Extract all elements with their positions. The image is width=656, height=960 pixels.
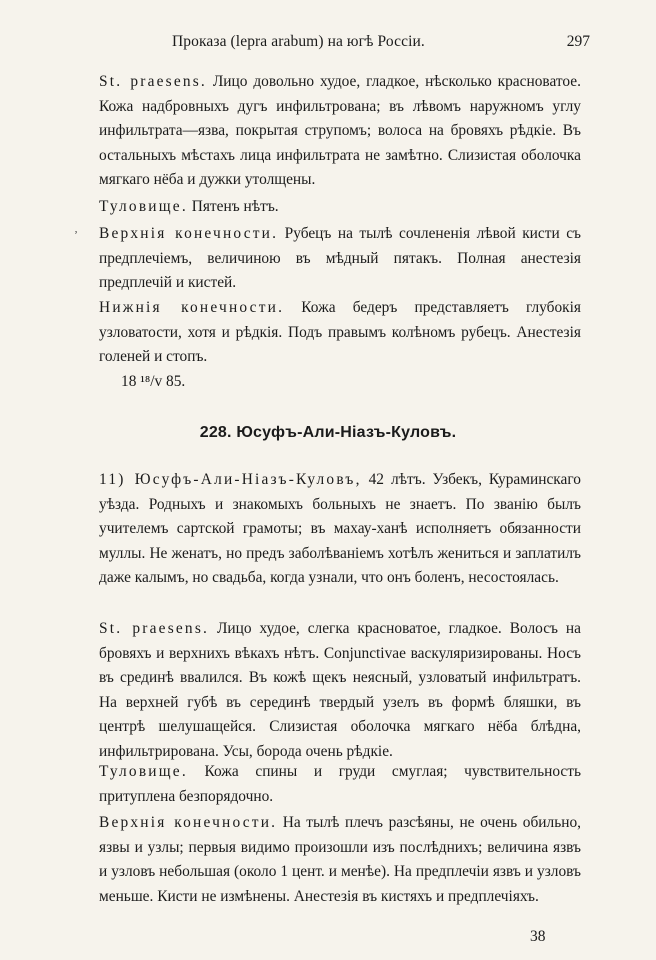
paragraph-text: Рубецъ на тылѣ сочлененія лѣвой кисти съ предплечіемъ, величиною въ мѣдный пятакъ. Полная анестезія предплечій и кистей. (99, 225, 581, 292)
paragraph-text: На тылѣ плечъ разсѣяны, не очень обильно, язвы и узлы; первыя видимо произошли изъ послѣднихъ; величина язвъ и узловъ небольшая (около 1 цент. и менѣе). На предплечіи язвъ и узловъ меньше. Кисти не измѣнены. Анестезія въ кистяхъ и предплечіяхъ. (99, 814, 581, 905)
paragraph-status-praesens-1 (99, 70, 581, 193)
paragraph-lead: St. praesens. (99, 620, 210, 637)
paragraph-text: Кожа бедеръ представляетъ глубокія узловатости, хотя и рѣдкія. Подъ правымъ колѣномъ рубецъ. Анестезія голеней и стопъ. (99, 299, 582, 366)
paragraph-status-praesens-2 (99, 617, 581, 765)
signature-number: 38 (530, 928, 546, 945)
paragraph-lead: 11) Юсуфъ-Али-Ніазъ-Куловъ, (99, 471, 362, 488)
paragraph-patient-history (99, 468, 581, 591)
paragraph-trunk-1 (99, 195, 581, 220)
paragraph-lead: Верхнія конечности. (99, 814, 278, 831)
paragraph-text: Лицо худое, слегка красноватое, гладкое. Волосъ на бровяхъ и верхнихъ вѣкахъ нѣтъ. Conjunctivae васкуляризированы. Носъ въ срединѣ ввалился. Въ кожѣ щекъ неясный, узловатый инфильтратъ. На верхней губѣ въ серединѣ твердый узелъ въ формѣ бляшки, въ центрѣ шелушащейся. Слизистая оболочка мягкаго нёба блѣдна, инфильтрирована. Усы, борода очень рѣдкіе. (99, 620, 581, 760)
paragraph-date (121, 370, 421, 395)
paragraph-text: Пятенъ нѣтъ. (187, 198, 279, 215)
paragraph-lead: St. praesens. (99, 73, 207, 90)
paragraph-text: 18 ¹⁸/v 85. (121, 373, 186, 390)
running-title: Проказа (lepra arabum) на югѣ Россіи. (172, 33, 425, 50)
paragraph-lead: Верхнія конечности. (99, 225, 279, 242)
section-heading: 228. Юсуфъ-Али-Ніазъ-Куловъ. (199, 424, 457, 441)
paragraph-lead: Туловище. (99, 198, 188, 215)
paragraph-text: Лицо довольно худое, гладкое, нѣсколько красноватое. Кожа надбровныхъ дугъ инфильтрована; въ лѣвомъ наружномъ углу инфильтрата—язва, покрытая струпомъ; волоса на бровяхъ рѣдкіе. Въ остальныхъ мѣстахъ лица инфильтрата не замѣтно. Слизистая оболочка мягкаго нёба и дужки утолщены. (99, 73, 581, 189)
paragraph-lower-limbs-1 (99, 296, 581, 370)
paragraph-trunk-2 (99, 760, 581, 809)
margin-mark: ʼ (74, 228, 78, 242)
page-number: 297 (566, 33, 590, 50)
paragraph-lead: Нижнія конечности. (99, 299, 285, 316)
paragraph-lead: Туловище. (99, 763, 188, 780)
paragraph-upper-limbs-2 (99, 811, 581, 909)
paragraph-text: Кожа спины и груди смуглая; чувствительность притуплена безпорядочно. (99, 763, 581, 805)
running-head (0, 33, 656, 55)
paragraph-upper-limbs-1 (99, 222, 581, 296)
paragraph-text: 42 лѣтъ. Узбекъ, Кураминскаго уѣзда. Родныхъ и знакомыхъ больныхъ не знаетъ. По званію былъ учителемъ сартской грамоты; въ махау-ханѣ исполняетъ обязанности муллы. Не женатъ, но предъ заболѣваніемъ хотѣлъ жениться и заплатилъ даже калымъ, но свадьба, когда узнали, что онъ боленъ, несостоялась. (99, 471, 581, 587)
